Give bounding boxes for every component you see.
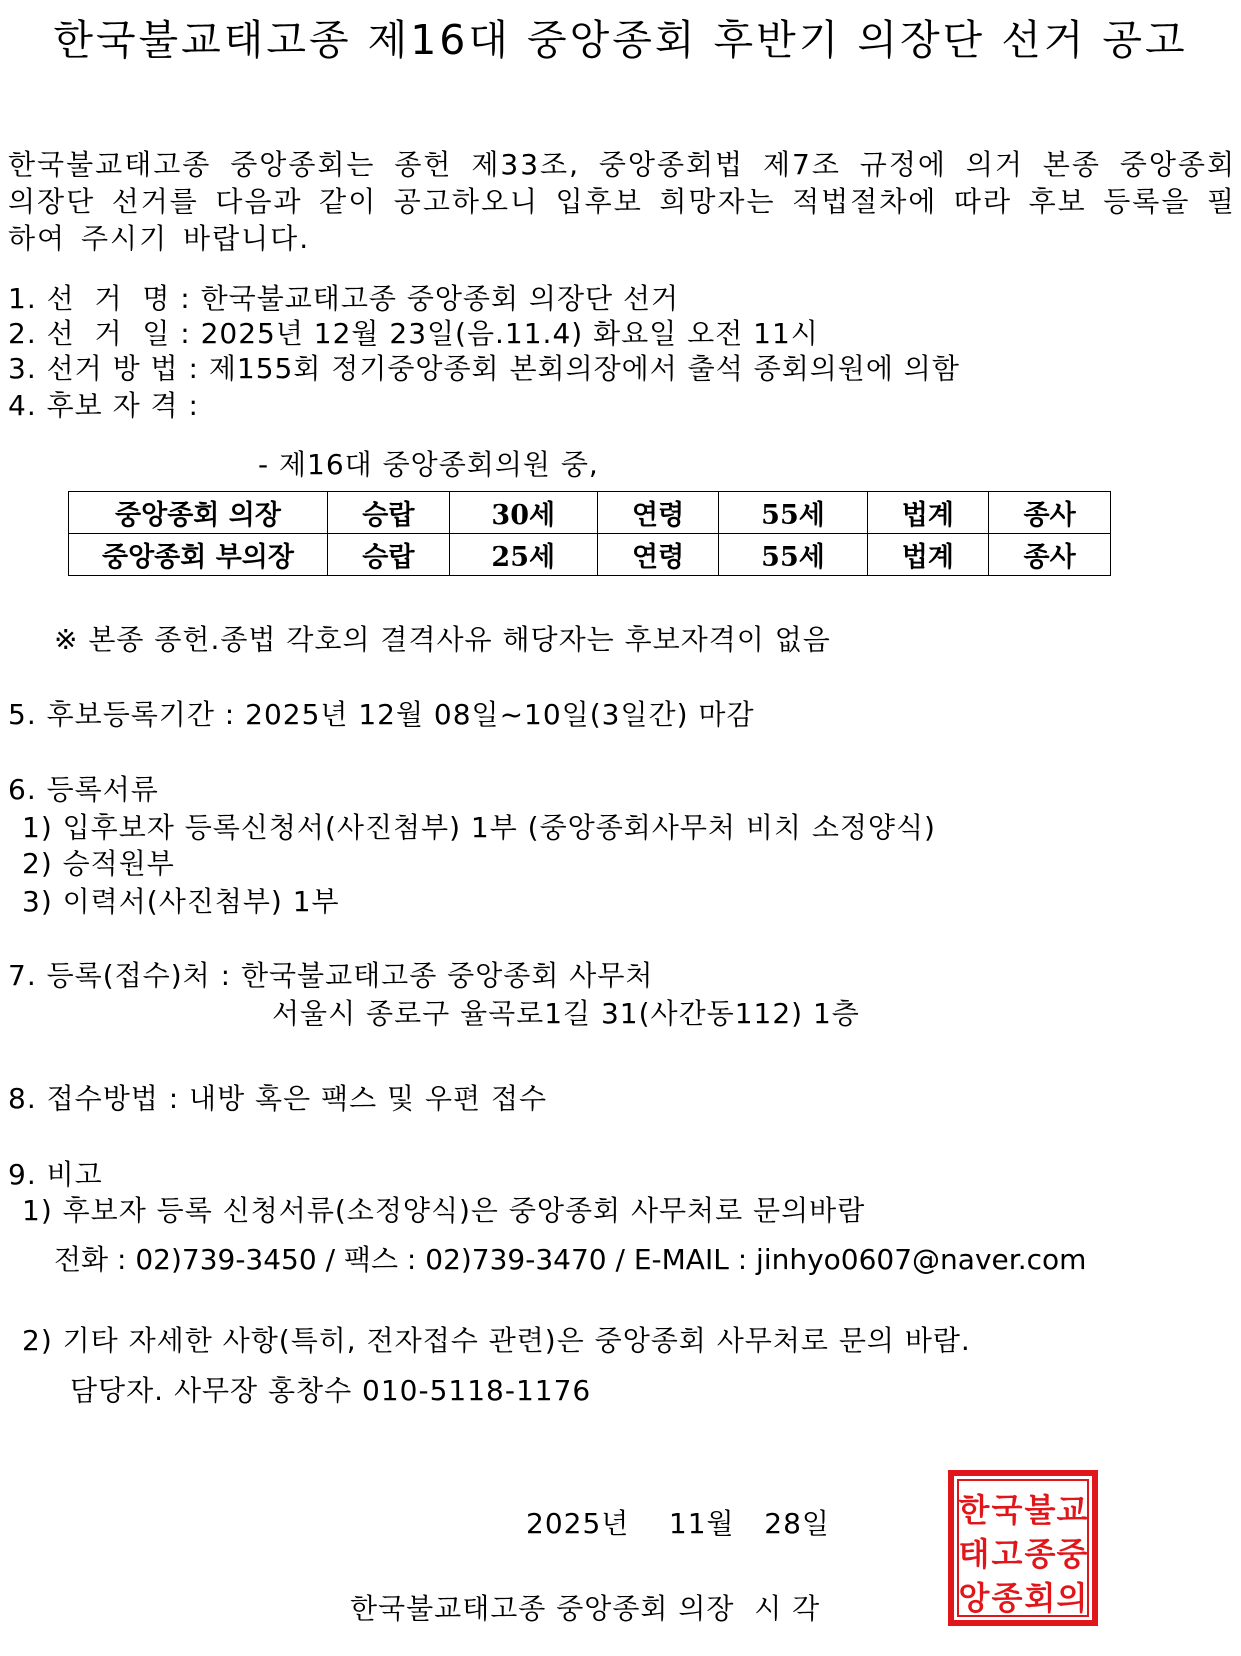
table-cell: 종사 bbox=[989, 534, 1111, 576]
person-in-charge: 담당자. 사무장 홍창수 010-5118-1176 bbox=[70, 1374, 592, 1407]
item-candidate-qualification: 4. 후보 자 격 : bbox=[8, 389, 199, 422]
seal-char: 중 bbox=[1056, 1535, 1088, 1573]
table-cell: 55세 bbox=[719, 492, 867, 534]
table-cell: 중앙종회 부의장 bbox=[69, 534, 328, 576]
table-cell: 승랍 bbox=[328, 534, 450, 576]
item-document-1: 1) 입후보자 등록신청서(사진첨부) 1부 (중앙종회사무처 비치 소정양식) bbox=[22, 811, 936, 844]
table-cell: 중앙종회 의장 bbox=[69, 492, 328, 534]
item-documents: 6. 등록서류 bbox=[8, 773, 159, 806]
table-row bbox=[69, 534, 1111, 576]
item-remark-1: 1) 후보자 등록 신청서류(소정양식)은 중앙종회 사무처로 문의바람 bbox=[22, 1194, 866, 1227]
table-cell: 승랍 bbox=[328, 492, 450, 534]
item-remark-2: 2) 기타 자세한 사항(특히, 전자접수 관련)은 중앙종회 사무처로 문의 바람. bbox=[22, 1324, 971, 1357]
table-cell: 25세 bbox=[449, 534, 597, 576]
notice-title: 한국불교태고종 제16대 중앙종회 후반기 의장단 선거 공고 bbox=[53, 16, 1188, 64]
seal-char: 앙 bbox=[958, 1579, 990, 1617]
table-cell: 연령 bbox=[597, 492, 719, 534]
seal-char: 국 bbox=[991, 1491, 1023, 1529]
seal-char: 고 bbox=[991, 1535, 1023, 1573]
seal-char: 불 bbox=[1024, 1491, 1056, 1529]
qualification-table bbox=[68, 491, 1111, 576]
seal-char: 종 bbox=[1024, 1535, 1056, 1573]
table-cell: 55세 bbox=[719, 534, 867, 576]
item-election-date: 2. 선 거 일 : 2025년 12월 23일(음.11.4) 화요일 오전 11시 bbox=[8, 317, 819, 350]
item-remarks: 9. 비고 bbox=[8, 1158, 103, 1191]
notice-date: 2025년 11월 28일 bbox=[526, 1507, 830, 1540]
contact-info: 전화 : 02)739-3450 / 팩스 : 02)739-3470 / E-MAIL : jinhyo0607@naver.com bbox=[54, 1243, 1087, 1276]
seal-char: 한 bbox=[958, 1491, 990, 1529]
table-cell: 30세 bbox=[449, 492, 597, 534]
seal-char: 교 bbox=[1056, 1491, 1088, 1529]
item-registration-office: 7. 등록(접수)처 : 한국불교태고종 중앙종회 사무처 bbox=[8, 959, 654, 992]
signature-line: 한국불교태고종 중앙종회 의장 시 각 bbox=[350, 1592, 821, 1625]
official-seal bbox=[948, 1470, 1098, 1626]
item-election-method: 3. 선거 방 법 : 제155회 정기중앙종회 본회의장에서 출석 종회의원에 의함 bbox=[8, 352, 960, 385]
item-document-3: 3) 이력서(사진첨부) 1부 bbox=[22, 885, 340, 918]
intro-paragraph: 한국불교태고종 중앙종회는 종헌 제33조, 중앙종회법 제7조 규정에 의거 본종 중앙종회 의장단 선거를 다음과 같이 공고하오니 입후보 희망자는 적법절차에 따라 후보 등록을 필하여 주시기 바랍니다. bbox=[8, 148, 1236, 255]
table-row bbox=[69, 492, 1111, 534]
table-cell: 법계 bbox=[867, 492, 989, 534]
item-submission-method: 8. 접수방법 : 내방 혹은 팩스 및 우편 접수 bbox=[8, 1082, 548, 1115]
seal-char: 태 bbox=[958, 1535, 990, 1573]
disqualification-note: ※ 본종 종헌.종법 각호의 결격사유 해당자는 후보자격이 없음 bbox=[54, 623, 831, 656]
seal-char: 회 bbox=[1024, 1579, 1056, 1617]
seal-char: 의 bbox=[1056, 1579, 1088, 1617]
item-registration-period: 5. 후보등록기간 : 2025년 12월 08일~10일(3일간) 마감 bbox=[8, 698, 755, 731]
table-cell: 종사 bbox=[989, 492, 1111, 534]
table-cell: 법계 bbox=[867, 534, 989, 576]
item-election-name: 1. 선 거 명 : 한국불교태고종 중앙종회 의장단 선거 bbox=[8, 282, 680, 315]
item-document-2: 2) 승적원부 bbox=[22, 847, 175, 880]
item-office-address: 서울시 종로구 율곡로1길 31(사간동112) 1층 bbox=[272, 997, 860, 1030]
item-qualification-sub: - 제16대 중앙종회의원 중, bbox=[258, 448, 599, 481]
seal-char: 종 bbox=[991, 1579, 1023, 1617]
table-cell: 연령 bbox=[597, 534, 719, 576]
